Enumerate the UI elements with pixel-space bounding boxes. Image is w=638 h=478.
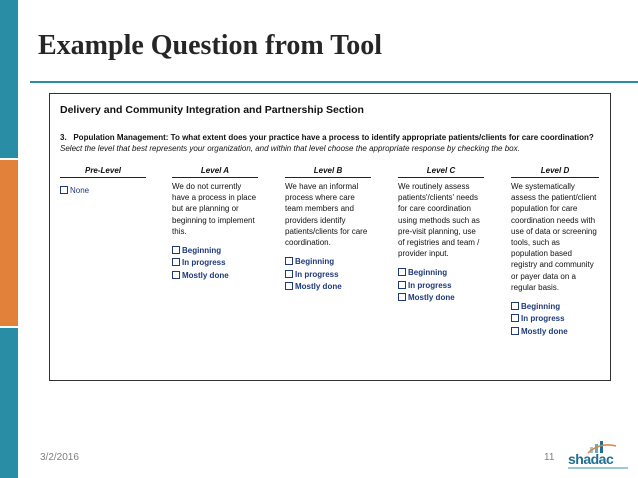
accent-bar-teal-top bbox=[0, 0, 18, 158]
column-pre-level bbox=[60, 166, 146, 195]
option-label: In progress bbox=[408, 280, 452, 290]
option-beginning[interactable] bbox=[511, 301, 599, 313]
slide-date: 3/2/2016 bbox=[40, 452, 79, 463]
question-text: Population Management: To what extent does your practice have a process to identify appropriate patients/clients for care coordination? bbox=[73, 133, 594, 142]
column-level-a bbox=[172, 166, 258, 282]
column-level-c bbox=[398, 166, 484, 305]
option-beginning[interactable] bbox=[172, 245, 258, 257]
question-document bbox=[49, 93, 611, 381]
question bbox=[60, 132, 600, 154]
checkbox-icon[interactable] bbox=[172, 271, 180, 279]
option-label: Mostly done bbox=[182, 270, 229, 280]
checkbox-icon[interactable] bbox=[511, 327, 519, 335]
option-label: In progress bbox=[295, 269, 339, 279]
option-mostly-done[interactable] bbox=[172, 270, 258, 282]
column-header: Level A bbox=[172, 166, 258, 178]
checkbox-icon[interactable] bbox=[172, 246, 180, 254]
option-in-progress[interactable] bbox=[398, 280, 484, 292]
option-label: In progress bbox=[521, 314, 565, 324]
section-title: Delivery and Community Integration and Partnership Section bbox=[60, 104, 364, 116]
option-label: Beginning bbox=[408, 268, 448, 278]
column-level-d bbox=[511, 166, 599, 338]
slide-title: Example Question from Tool bbox=[38, 30, 383, 61]
checkbox-icon[interactable] bbox=[398, 268, 406, 276]
question-instructions: Select the level that best represents your organization, and within that level choose the appropriate response by checking the box. bbox=[60, 144, 520, 153]
option-label: Beginning bbox=[521, 302, 561, 312]
checkbox-icon[interactable] bbox=[398, 293, 406, 301]
none-option-label: None bbox=[70, 186, 90, 195]
none-option[interactable] bbox=[60, 186, 146, 195]
checkbox-icon[interactable] bbox=[285, 270, 293, 278]
question-number: 3. bbox=[60, 133, 67, 142]
checkbox-icon[interactable] bbox=[511, 314, 519, 322]
accent-bar-teal-bottom bbox=[0, 328, 18, 478]
checkbox-icon[interactable] bbox=[285, 282, 293, 290]
option-mostly-done[interactable] bbox=[511, 326, 599, 338]
progress-options bbox=[172, 245, 258, 282]
option-label: Beginning bbox=[295, 257, 335, 267]
column-header: Level B bbox=[285, 166, 371, 178]
level-description: We have an informal process where care team members and providers identify patients/clients for care coordination. bbox=[285, 182, 368, 248]
level-description: We do not currently have a process in place but are planning or beginning to implement this. bbox=[172, 182, 257, 236]
option-beginning[interactable] bbox=[398, 267, 484, 279]
column-header: Level D bbox=[511, 166, 599, 178]
option-in-progress[interactable] bbox=[285, 269, 371, 281]
option-mostly-done[interactable] bbox=[398, 292, 484, 304]
progress-options bbox=[511, 301, 599, 338]
left-accent-bar bbox=[0, 0, 18, 478]
checkbox-icon[interactable] bbox=[511, 302, 519, 310]
option-in-progress[interactable] bbox=[172, 257, 258, 269]
logo-text: shadac bbox=[568, 451, 614, 467]
option-label: Mostly done bbox=[521, 326, 568, 336]
progress-options bbox=[398, 267, 484, 304]
option-label: In progress bbox=[182, 258, 226, 268]
title-divider bbox=[30, 81, 638, 83]
option-label: Mostly done bbox=[295, 282, 342, 292]
checkbox-icon[interactable] bbox=[172, 258, 180, 266]
checkbox-icon[interactable] bbox=[285, 257, 293, 265]
level-description: We systematically assess the patient/client population for care coordination needs with use of data or screening tools, such as population based registry and community or payer data on a regular basis. bbox=[511, 182, 597, 292]
logo-tagline-bar bbox=[568, 467, 628, 469]
column-header: Level C bbox=[398, 166, 484, 178]
option-label: Beginning bbox=[182, 246, 222, 256]
checkbox-icon[interactable] bbox=[60, 186, 68, 194]
option-mostly-done[interactable] bbox=[285, 281, 371, 293]
progress-options bbox=[285, 256, 371, 293]
slide-page-number: 11 bbox=[544, 452, 555, 463]
option-label: Mostly done bbox=[408, 293, 455, 303]
checkbox-icon[interactable] bbox=[398, 281, 406, 289]
option-in-progress[interactable] bbox=[511, 313, 599, 325]
column-header: Pre-Level bbox=[60, 166, 146, 178]
accent-bar-orange bbox=[0, 160, 18, 326]
option-beginning[interactable] bbox=[285, 256, 371, 268]
level-description: We routinely assess patients'/clients' needs for care coordination using methods such as pre-visit planning, use of registries and team / provider input. bbox=[398, 182, 480, 259]
column-level-b bbox=[285, 166, 371, 293]
shadac-logo bbox=[568, 440, 628, 470]
